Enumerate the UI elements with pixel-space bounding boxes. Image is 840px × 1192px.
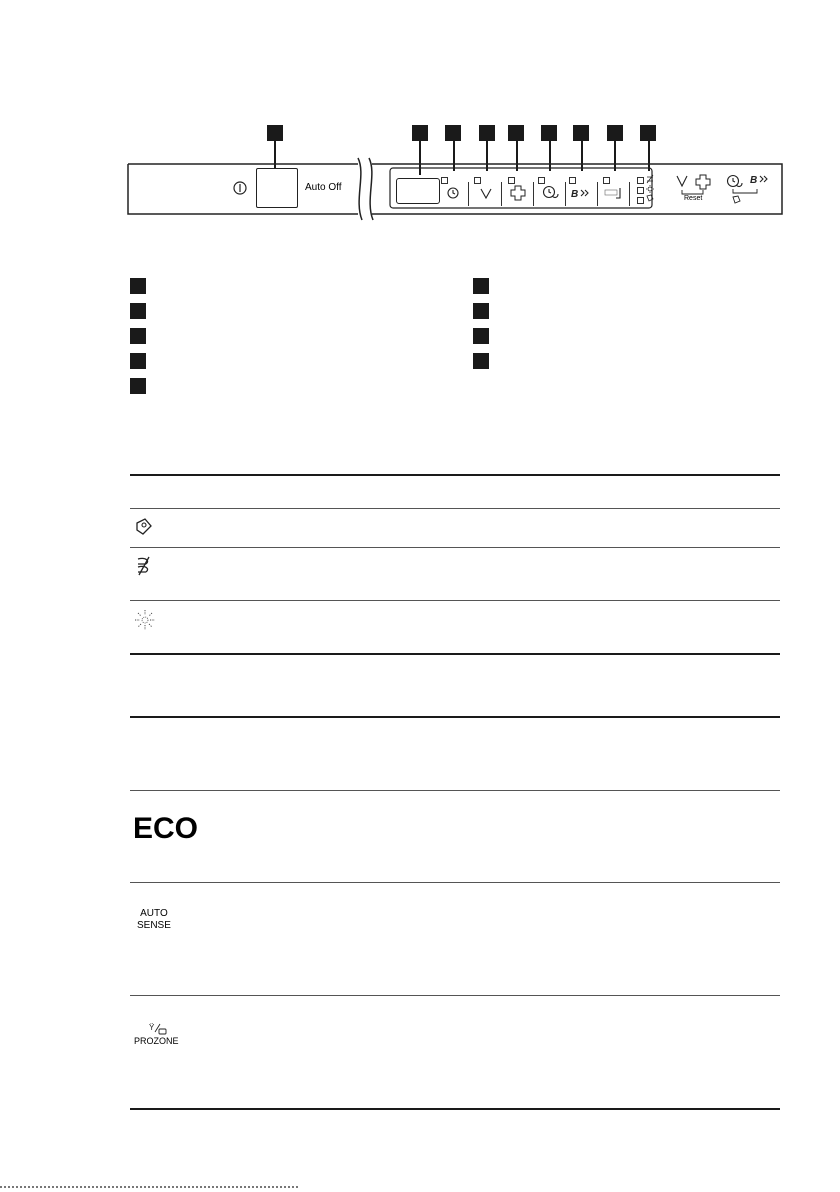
separator [533,182,534,206]
legend-marker-8 [473,328,489,344]
separator [501,182,502,206]
option-v-icon[interactable] [479,186,493,200]
callout-4 [479,125,495,141]
svg-text:Ϋ: Ϋ [149,1023,155,1032]
eco-program-label: ECO [133,812,199,845]
callout-1 [267,125,283,141]
salt-icon [133,608,157,632]
autosense-program-label: AUTO SENSE [137,908,171,931]
callout-2 [412,125,428,141]
table-rule [130,790,780,791]
led-time [538,177,545,184]
table-rule [130,474,780,476]
legend-marker-9 [473,353,489,369]
callout-3 [445,125,461,141]
led-machinecare [637,197,644,204]
indicator-icons [645,174,655,206]
led-salt [637,187,644,194]
display [396,178,440,204]
legend-marker-6 [473,278,489,294]
autoopen-icon[interactable] [604,186,626,200]
auto-off-label: Auto Off [305,182,342,193]
rinse-aid-icon [134,555,154,577]
machinecare-icon [134,517,154,537]
table-rule [130,995,780,996]
table-rule [130,508,780,509]
table-rule [130,882,780,883]
led-autoopen [603,177,610,184]
callout-5 [508,125,524,141]
legend-marker-5 [130,378,146,394]
separator [468,182,469,206]
separator [597,182,598,206]
plus-icon[interactable] [510,185,526,201]
led-option [474,177,481,184]
table-rule [130,716,780,718]
legend-marker-4 [130,353,146,369]
table-rule [130,547,780,548]
led-delay [441,177,448,184]
prozone-icon [148,1022,170,1036]
delay-icon[interactable] [446,186,460,200]
legend-marker-1 [130,278,146,294]
led-rinse [637,177,644,184]
table-rule [130,653,780,655]
led-plus [508,177,515,184]
power-button[interactable] [256,168,298,208]
legend-marker-2 [130,303,146,319]
control-panel-illustration [0,0,840,240]
extra-boost-icon[interactable] [571,187,593,199]
reset-combo [672,172,782,212]
svg-text:B: B [571,189,579,199]
table-rule [130,600,780,601]
time-manager-icon[interactable] [542,185,560,201]
power-icon [232,180,248,196]
separator [565,182,566,206]
legend-marker-3 [130,328,146,344]
led-boost [569,177,576,184]
prozone-program-label: PROZONE [134,1036,179,1046]
callout-8 [607,125,623,141]
legend-marker-7 [473,303,489,319]
separator [629,182,630,206]
svg-text:B: B [750,175,758,186]
reset-label: Reset [684,195,703,202]
callout-6 [541,125,557,141]
table-rule [130,1108,780,1110]
callout-9 [640,125,656,141]
footer-dotted-rule [0,1186,300,1188]
callout-7 [573,125,589,141]
